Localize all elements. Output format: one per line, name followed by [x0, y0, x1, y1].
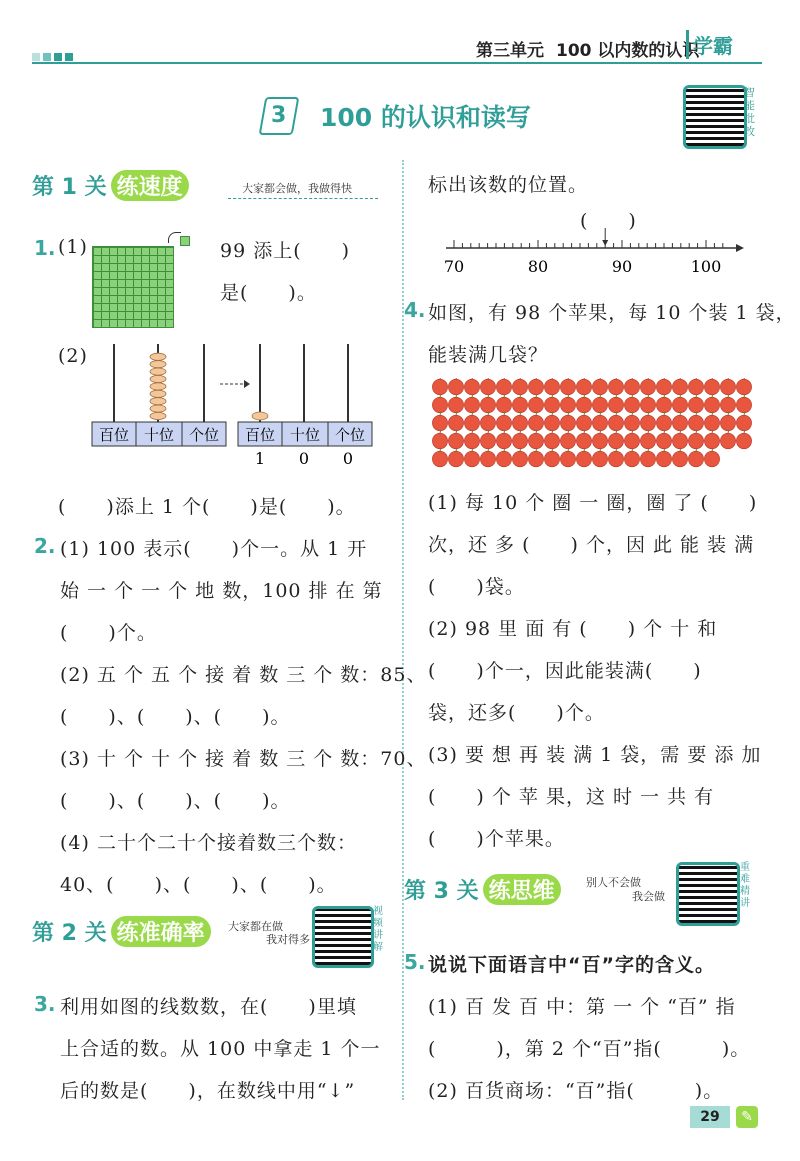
apple: [672, 379, 687, 395]
apple: [640, 451, 655, 467]
section-3-title: 第 3 关 练思维: [404, 874, 561, 905]
apple: [736, 415, 751, 431]
header-decor: [32, 46, 76, 56]
number-line-marker-head: [602, 240, 608, 246]
apple: [672, 451, 687, 467]
apple: [432, 451, 447, 467]
number-line-label: 90: [611, 257, 633, 276]
apple: [432, 433, 447, 449]
section-3-hint-1: 别人不会做: [586, 876, 641, 889]
abacus-bead: [150, 353, 166, 360]
apple: [592, 379, 607, 395]
apple: [720, 379, 735, 395]
q4-part-line: (2) 98 里 面 有 ( ) 个 十 和: [428, 618, 718, 640]
apple-stem: [520, 378, 521, 379]
apple: [496, 397, 511, 413]
q2-line: ( )、( )、( )。: [60, 790, 291, 812]
q4-part-line: (1) 每 10 个 圈 一 圈，圈 了 ( ): [428, 492, 758, 514]
apple-stem: [664, 378, 665, 379]
brand-logo: 学霸: [686, 30, 733, 59]
qr-label: 智能批改: [744, 86, 755, 138]
number-line-blank: ( ): [580, 210, 637, 232]
q2-line: (1) 100 表示( )个一。从 1 开: [60, 538, 368, 560]
video-qr-code[interactable]: [312, 906, 374, 968]
apple: [576, 451, 591, 467]
apple: [560, 433, 575, 449]
q4-part-line: ( )个一，因此能装满( ): [428, 660, 702, 682]
apple: [688, 397, 703, 413]
abacus-bead: [150, 383, 166, 390]
q2-line: ( )、( )、( )。: [60, 706, 291, 728]
apple: [672, 415, 687, 431]
apple: [432, 397, 447, 413]
apple: [608, 379, 623, 395]
apple-stem: [488, 378, 489, 379]
q1-part1-line2: 是( )。: [220, 282, 317, 304]
single-cube: [180, 236, 190, 246]
apple: [640, 415, 655, 431]
apple: [496, 379, 511, 395]
apple-grid: [432, 378, 762, 470]
apple: [480, 433, 495, 449]
q5-line-2: ( )，第 2 个“百”指( )。: [428, 1038, 751, 1060]
apple: [656, 415, 671, 431]
header-unit: 第三单元: [476, 41, 544, 61]
apple-stem: [744, 378, 745, 379]
abacus-column-label: 个位: [188, 426, 220, 444]
apple: [464, 397, 479, 413]
abacus-column-label: 百位: [98, 426, 130, 444]
apple: [496, 433, 511, 449]
lesson-badge: 3: [259, 97, 300, 135]
apple: [512, 379, 527, 395]
q5-line-3: (2) 百货商场：“百”指( )。: [428, 1080, 724, 1102]
abacus-diagram: [90, 340, 380, 470]
abacus-bead: [150, 405, 166, 412]
number-line-label: 100: [690, 257, 722, 276]
apple: [656, 451, 671, 467]
apple: [592, 433, 607, 449]
lecture-qr-code[interactable]: [676, 862, 740, 926]
apple: [560, 379, 575, 395]
q2-line: (2) 五 个 五 个 接 着 数 三 个 数：85、: [60, 664, 427, 686]
abacus-column-label: 十位: [143, 426, 175, 444]
apple: [704, 379, 719, 395]
apple: [496, 451, 511, 467]
pencil-icon: ✎: [736, 1106, 758, 1128]
apple: [528, 415, 543, 431]
apple: [448, 415, 463, 431]
apple-stem: [584, 378, 585, 379]
lesson-title: 100 的认识和读写: [320, 103, 531, 132]
apple: [736, 379, 751, 395]
apple: [576, 379, 591, 395]
q2-number: 2.: [34, 534, 56, 558]
apple-stem: [632, 378, 633, 379]
apple: [672, 433, 687, 449]
header-line: [32, 62, 762, 64]
apple-stem: [600, 378, 601, 379]
abacus-bead: [150, 375, 166, 382]
apple: [608, 433, 623, 449]
apple: [624, 397, 639, 413]
abacus-digit: 0: [298, 449, 310, 468]
abacus-bead: [150, 368, 166, 375]
q4-part-line: 次，还 多 ( ) 个，因 此 能 装 满: [428, 534, 755, 556]
apple: [688, 415, 703, 431]
apple: [592, 397, 607, 413]
apple-stem: [472, 378, 473, 379]
q5-number: 5.: [404, 950, 426, 974]
q5-line-1: (1) 百 发 百 中：第 一 个 “百” 指: [428, 996, 736, 1018]
apple-stem: [552, 378, 553, 379]
apple: [640, 397, 655, 413]
apple: [624, 415, 639, 431]
apple: [560, 397, 575, 413]
apple: [464, 415, 479, 431]
apple: [480, 415, 495, 431]
apple: [544, 415, 559, 431]
qr-code[interactable]: [683, 85, 747, 149]
apple: [432, 415, 447, 431]
apple: [736, 433, 751, 449]
abacus-digit: 1: [254, 449, 266, 468]
q2-line: (4) 二十个二十个接着数三个数：: [60, 832, 357, 854]
section-2-hint-1: 大家都在做: [228, 920, 283, 933]
apple: [448, 397, 463, 413]
abacus-column-label: 百位: [244, 426, 276, 444]
apple-stem: [680, 378, 681, 379]
abacus-bead: [150, 361, 166, 368]
apple: [496, 415, 511, 431]
apple: [672, 397, 687, 413]
q2-line: 40、( )、( )、( )。: [60, 874, 337, 896]
apple: [704, 415, 719, 431]
apple: [704, 397, 719, 413]
apple: [448, 433, 463, 449]
abacus-column-label: 个位: [334, 426, 366, 444]
apple: [592, 415, 607, 431]
apple: [624, 433, 639, 449]
apple: [688, 433, 703, 449]
section-2-title: 第 2 关 练准确率: [32, 916, 211, 947]
apple: [512, 397, 527, 413]
add-arrow-icon: [168, 232, 181, 243]
abacus-bead: [150, 398, 166, 405]
apple: [720, 415, 735, 431]
q1-part2-label: (2): [58, 345, 88, 367]
apple: [720, 433, 735, 449]
apple: [736, 397, 751, 413]
apple-stem: [712, 378, 713, 379]
apple: [656, 379, 671, 395]
apple: [512, 415, 527, 431]
q3-line-3: 后的数是( )，在数线中用“↓”: [60, 1080, 356, 1102]
apple: [608, 451, 623, 467]
apple: [640, 433, 655, 449]
q1-part1-label: (1): [58, 236, 88, 258]
apple: [544, 433, 559, 449]
apple-stem: [504, 378, 505, 379]
apple: [528, 433, 543, 449]
section-3-hint-2: 我会做: [632, 890, 665, 903]
apple: [560, 415, 575, 431]
apple: [704, 451, 719, 467]
section-1-title: 第 1 关 练速度: [32, 170, 189, 201]
q4-part-line: (3) 要 想 再 装 满 1 袋，需 要 添 加: [428, 744, 762, 766]
apple-stem: [456, 378, 457, 379]
apple: [544, 379, 559, 395]
q1-part2-line: ( )添上 1 个( )是( )。: [58, 496, 356, 518]
apple: [592, 451, 607, 467]
q4-line-1: 如图，有 98 个苹果，每 10 个装 1 袋，: [428, 302, 796, 324]
number-line-arrowhead: [736, 244, 744, 252]
q3-line-2: 上合适的数。从 100 中拿走 1 个一: [60, 1038, 381, 1060]
apple: [512, 451, 527, 467]
section-1-hint: 大家都会做，我做得快: [242, 182, 352, 195]
section-2-hint-2: 我对得多: [266, 933, 310, 946]
apple: [576, 415, 591, 431]
number-line-label: 80: [527, 257, 549, 276]
apple: [704, 433, 719, 449]
apple-stem: [648, 378, 649, 379]
apple: [480, 379, 495, 395]
header-topic: 100 以内数的认识: [556, 41, 700, 61]
apple: [432, 379, 447, 395]
q5-title: 说说下面语言中“百”字的含义。: [428, 954, 715, 976]
apple-stem: [536, 378, 537, 379]
q3-line-1: 利用如图的线数数，在( )里填: [60, 996, 357, 1018]
q4-part-line: ( ) 个 苹 果，这 时 一 共 有: [428, 786, 715, 808]
apple: [528, 451, 543, 467]
q1-part1-line1: 99 添上( ): [220, 240, 351, 262]
apple: [608, 397, 623, 413]
apple: [464, 379, 479, 395]
abacus-column-label: 十位: [289, 426, 321, 444]
apple: [576, 397, 591, 413]
abacus-right: [238, 344, 372, 468]
q4-part-line: ( )个苹果。: [428, 828, 565, 850]
apple: [560, 451, 575, 467]
apple: [576, 433, 591, 449]
number-line: [440, 228, 750, 278]
q2-line: ( )个。: [60, 622, 157, 644]
apple: [464, 433, 479, 449]
apple: [544, 397, 559, 413]
q3-number: 3.: [34, 992, 56, 1016]
apple: [448, 379, 463, 395]
q1-number: 1.: [34, 236, 56, 260]
apple-stem: [440, 378, 441, 379]
apple: [624, 451, 639, 467]
q4-part-line: ( )袋。: [428, 576, 525, 598]
apple: [448, 451, 463, 467]
abacus-bead: [150, 412, 166, 419]
section-1-arrow: [228, 198, 378, 199]
transform-arrow: [220, 380, 250, 388]
apple: [528, 379, 543, 395]
apple: [656, 433, 671, 449]
apple-stem: [616, 378, 617, 379]
apple: [480, 451, 495, 467]
abacus-digit: 0: [342, 449, 354, 468]
apple: [720, 397, 735, 413]
apple: [624, 379, 639, 395]
apple: [608, 415, 623, 431]
apple-stem: [696, 378, 697, 379]
apple: [464, 451, 479, 467]
abacus-left: [92, 344, 226, 446]
apple: [528, 397, 543, 413]
hundred-grid: [92, 246, 174, 328]
apple: [656, 397, 671, 413]
apple: [688, 451, 703, 467]
apple: [512, 433, 527, 449]
apple: [480, 397, 495, 413]
q4-number: 4.: [404, 298, 426, 322]
page-number: 29: [690, 1106, 730, 1128]
apple: [544, 451, 559, 467]
lecture-qr-label: 重难精讲: [740, 862, 750, 909]
apple-stem: [568, 378, 569, 379]
number-line-label: 70: [443, 257, 465, 276]
q3-line-4: 标出该数的位置。: [428, 174, 589, 196]
q4-line-2: 能装满几袋？: [428, 344, 549, 366]
apple: [640, 379, 655, 395]
video-qr-label: 视频讲解: [373, 906, 383, 953]
q2-line: (3) 十 个 十 个 接 着 数 三 个 数：70、: [60, 748, 427, 770]
apple-stem: [728, 378, 729, 379]
q2-line: 始 一 个 一 个 地 数，100 排 在 第: [60, 580, 383, 602]
apple: [688, 379, 703, 395]
abacus-bead: [150, 390, 166, 397]
q4-part-line: 袋，还多( )个。: [428, 702, 605, 724]
